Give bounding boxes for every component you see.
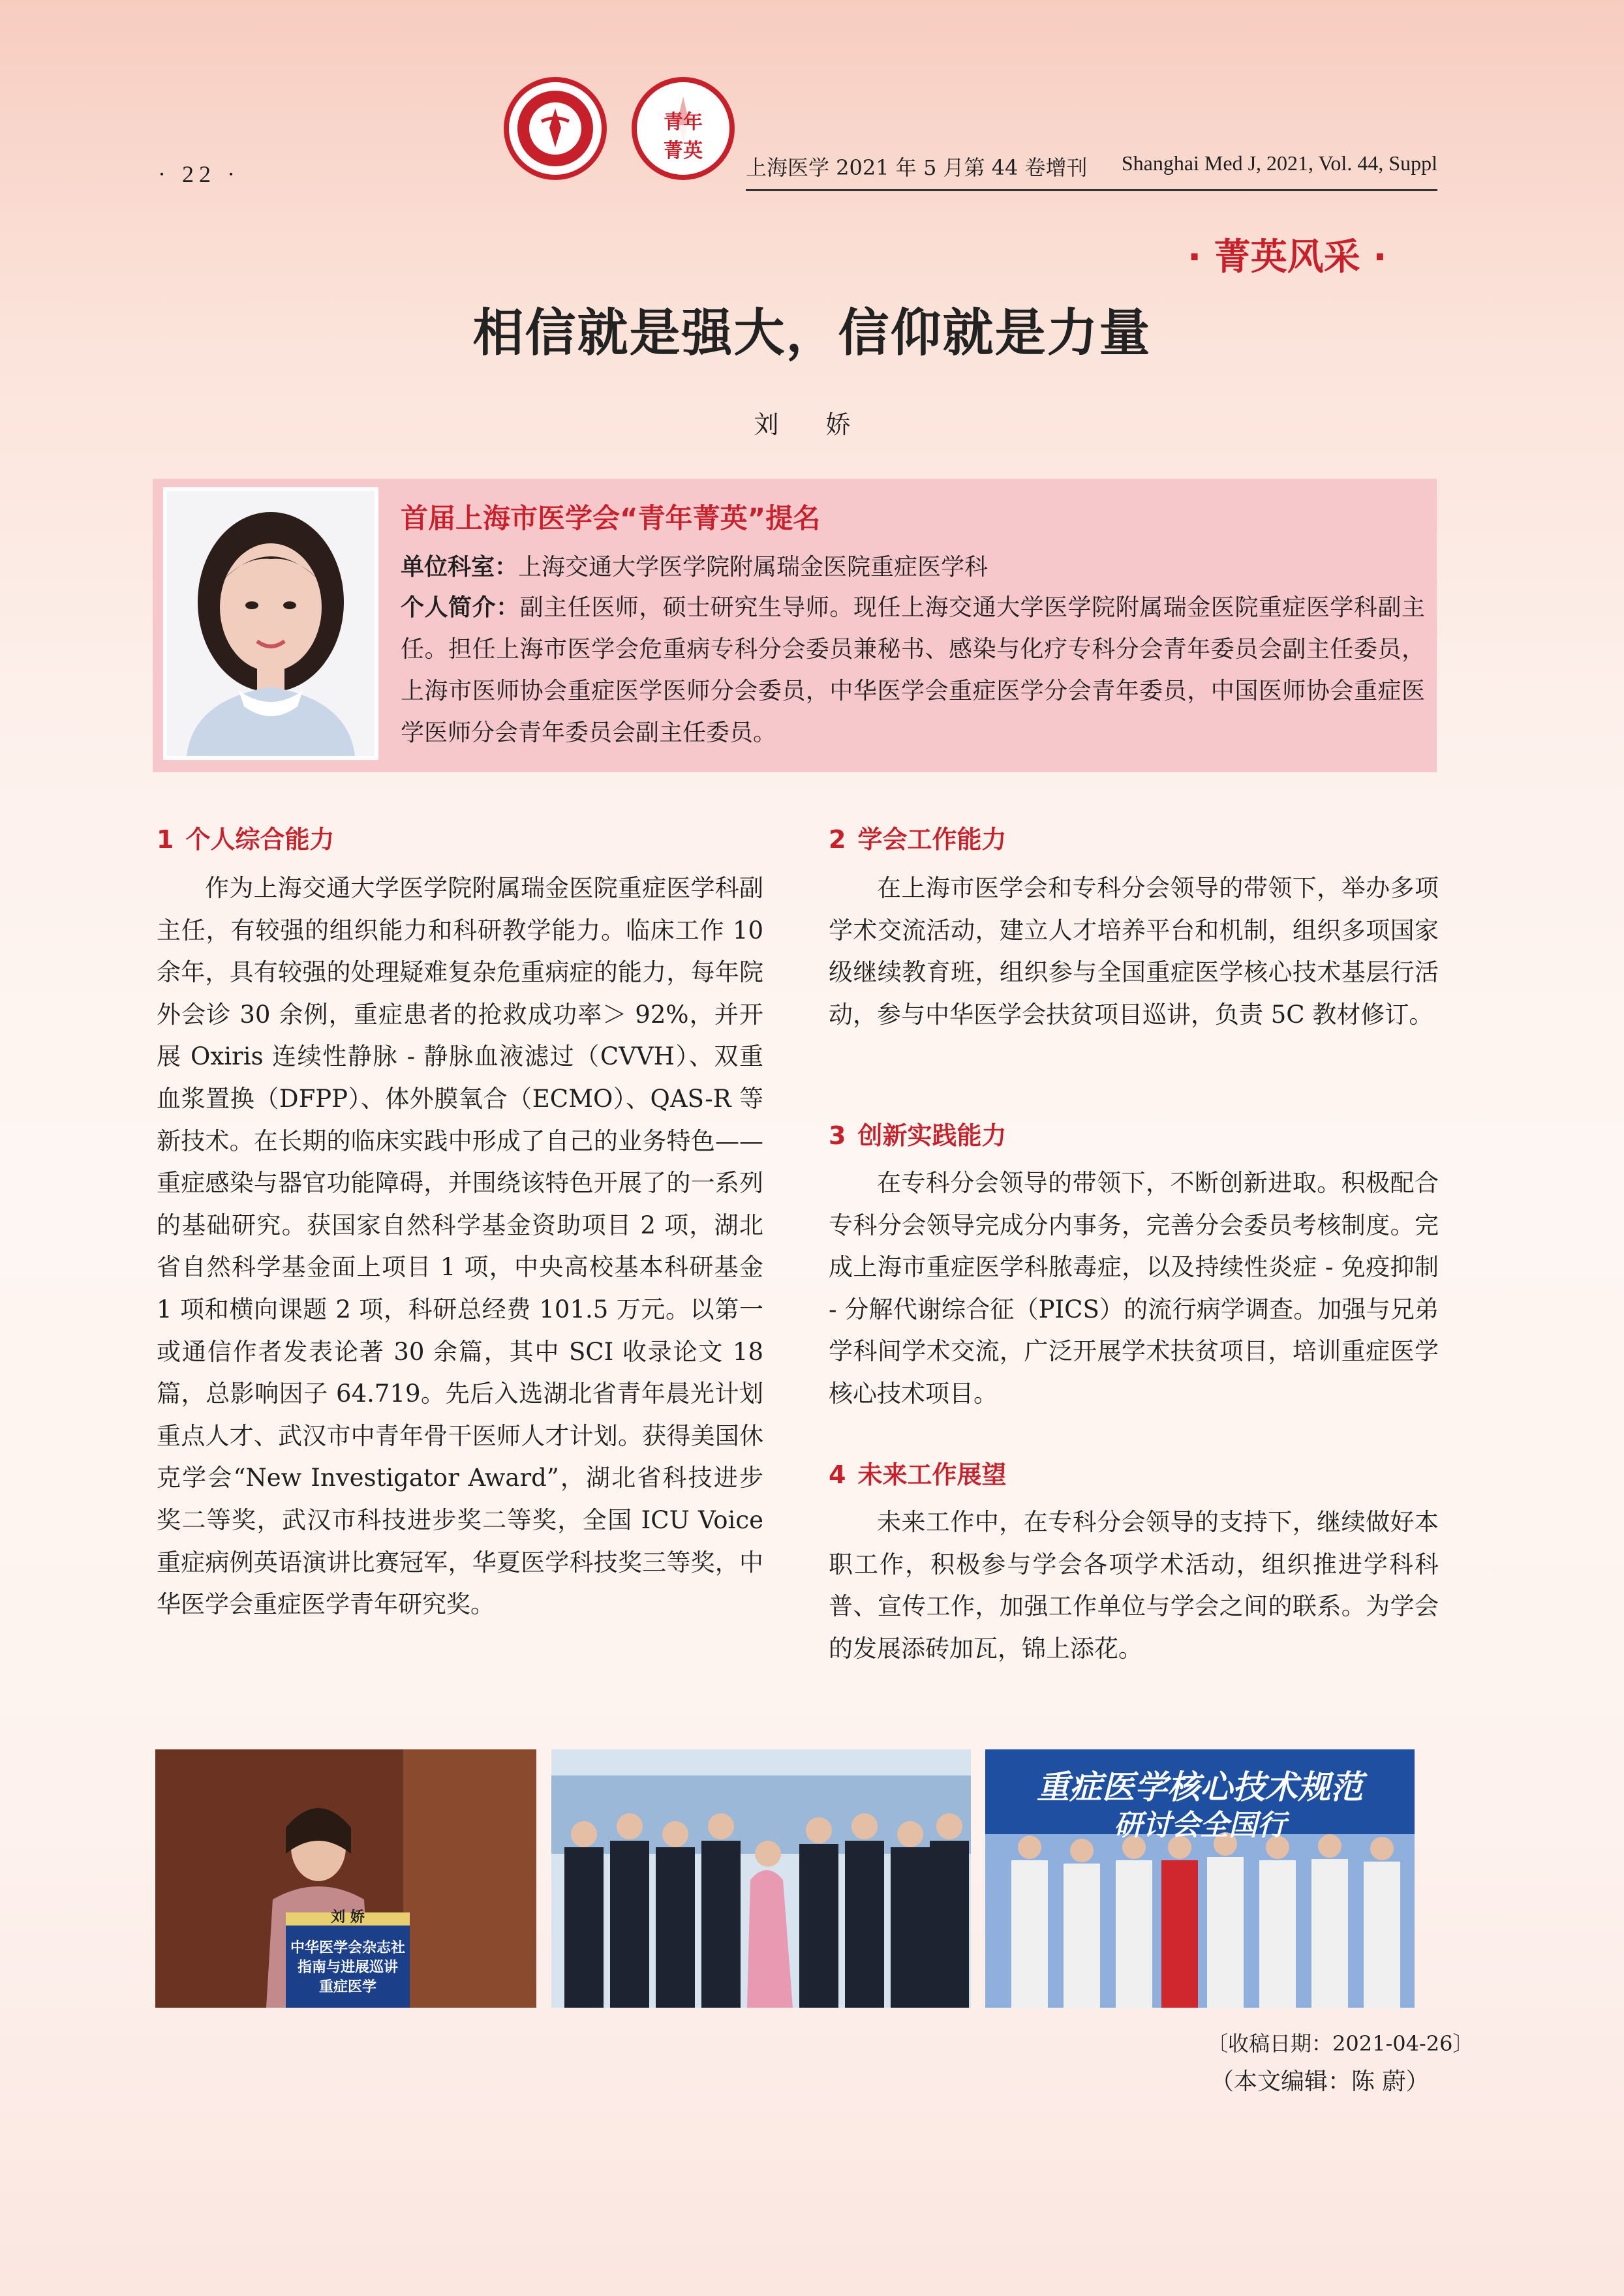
section-1-heading bbox=[157, 819, 763, 855]
journal-en: Shanghai Med J, 2021, Vol. 44, Suppl bbox=[1121, 151, 1437, 175]
shanghai-medical-association-logo bbox=[504, 77, 607, 180]
section-title: 未来工作展望 bbox=[857, 1460, 1007, 1489]
section-2-text: 在上海市医学会和专科分会领导的带领下，举办多项学术交流活动，建立人才培养平台和机制，组织多项国家级继续教育班，组织参与全国重症医学核心技术基层行活动，参与中华医学会扶贫项目巡讲，负责 5C 教材修订。 bbox=[829, 874, 1439, 1029]
youth-elite-logo bbox=[632, 77, 735, 180]
article-author: 刘 娇 bbox=[754, 410, 870, 439]
received-date: 〔收稿日期：2021-04-26〕 bbox=[1207, 2031, 1474, 2056]
page-number: · 22 · bbox=[158, 161, 240, 187]
bio-value: 副主任医师，硕士研究生导师。现任上海交通大学医学院附属瑞金医院重症医学科副主任。担任上海市医学会危重病专科分会委员兼秘书、感染与化疗专科分会青年委员会副主任委员，上海市医师协会重症医学医师分会委员，中华医学会重症医学分会青年委员，中国医师协会重症医学医师分会青年委员会副主任委员。 bbox=[401, 594, 1425, 746]
author-portrait bbox=[163, 487, 378, 760]
photo-group-conference bbox=[551, 1749, 971, 2008]
group-photo-icon bbox=[551, 1749, 971, 2008]
running-header bbox=[746, 151, 1437, 191]
seminar-banner-line2: 研讨会全国行 bbox=[1114, 1809, 1286, 1842]
logo2-text: 青年菁英 bbox=[664, 110, 703, 162]
name-tag: 刘 娇 bbox=[331, 1909, 365, 1926]
seminar-banner-line1: 重症医学核心技术规范 bbox=[1037, 1768, 1363, 1806]
section-3-text: 在专科分会领导的带领下，不断创新进取。积极配合专科分会领导完成分内事务，完善分会委员考核制度。完成上海市重症医学科脓毒症，以及持续性炎症 - 免疫抑制 - 分解代谢综合征（PICS）的流行病学调查。加强与兄弟学科间学术交流，广泛开展学术扶贫项目，培训重症医学核心技术项目。 bbox=[829, 1169, 1439, 1408]
journal-cn: 上海医学 2021 年 5 月第 44 卷增刊 bbox=[746, 155, 1088, 180]
logo1-text bbox=[553, 128, 557, 129]
unit-line bbox=[401, 548, 988, 587]
bio-paragraph bbox=[401, 587, 1425, 754]
editor-note: （本文编辑：陈 蔚） bbox=[1210, 2068, 1430, 2095]
bio-label: 个人简介： bbox=[401, 594, 520, 621]
section-title: 创新实践能力 bbox=[857, 1121, 1007, 1150]
section-1-text: 作为上海交通大学医学院附属瑞金医院重症医学科副主任，有较强的组织能力和科研教学能力。临床工作 10 余年，具有较强的处理疑难复杂危重病症的能力，每年院外会诊 30 余例，重症患者的抢救成功率＞ 92%，并开展 Oxiris 连续性静脉 - 静脉血液滤过（CVVH）、双重血浆置换（DFPP）、体外膜氧合（ECMO）、QAS-R 等新技术。在长期的临床实践中形成了自己的业务特色——重症感染与器官功能障碍，并围绕该特色开展了的一系列的基础研究。获国家自然科学基金资助项目 2 项，湖北省自然科学基金面上项目 1 项，中央高校基本科研基金 1 项和横向课题 2 项，科研总经费 101.5 万元。以第一或通信作者发表论著 30 余篇，其中 SCI 收录论文 18 篇，总影响因子 64.719。先后入选湖北省青年晨光计划重点人才、武汉市中青年骨干医师人才计划。获得美国休克学会“New Investigator Award”，湖北省科技进步奖二等奖，武汉市科技进步奖二等奖，全国 ICU Voice 重症病例英语演讲比赛冠军，华夏医学科技奖三等奖，中华医学会重症医学青年研究奖。 bbox=[157, 874, 763, 1619]
section-2-heading bbox=[829, 819, 1439, 855]
section-number: 1 bbox=[157, 825, 174, 854]
section-4-heading bbox=[829, 1455, 1439, 1490]
section-title: 学会工作能力 bbox=[857, 825, 1007, 854]
section-4-text: 未来工作中，在专科分会领导的支持下，继续做好本职工作，积极参与学会各项学术活动，组织推进学科科普、宣传工作，加强工作单位与学会之间的联系。为学会的发展添砖加瓦，锦上添花。 bbox=[829, 1508, 1439, 1663]
photo-group-seminar bbox=[985, 1749, 1415, 2008]
photo-lecture bbox=[155, 1749, 536, 2008]
section-number: 4 bbox=[829, 1460, 846, 1489]
section-number: 3 bbox=[829, 1121, 846, 1150]
section-3-heading bbox=[829, 1115, 1439, 1151]
section-number: 2 bbox=[829, 825, 846, 854]
portrait-icon bbox=[167, 491, 375, 756]
lecture-banner: 中华医学会杂志社 指南与进展巡讲 重症医学 bbox=[290, 1940, 405, 1995]
article-title: 相信就是强大，信仰就是力量 bbox=[472, 304, 1152, 363]
column-tag: · 菁英风采 · bbox=[1187, 236, 1387, 279]
award-title: 首届上海市医学会“青年菁英”提名 bbox=[401, 502, 821, 534]
unit-value: 上海交通大学医学院附属瑞金医院重症医学科 bbox=[518, 554, 988, 581]
section-title: 个人综合能力 bbox=[185, 825, 335, 854]
unit-label: 单位科室： bbox=[401, 554, 519, 581]
